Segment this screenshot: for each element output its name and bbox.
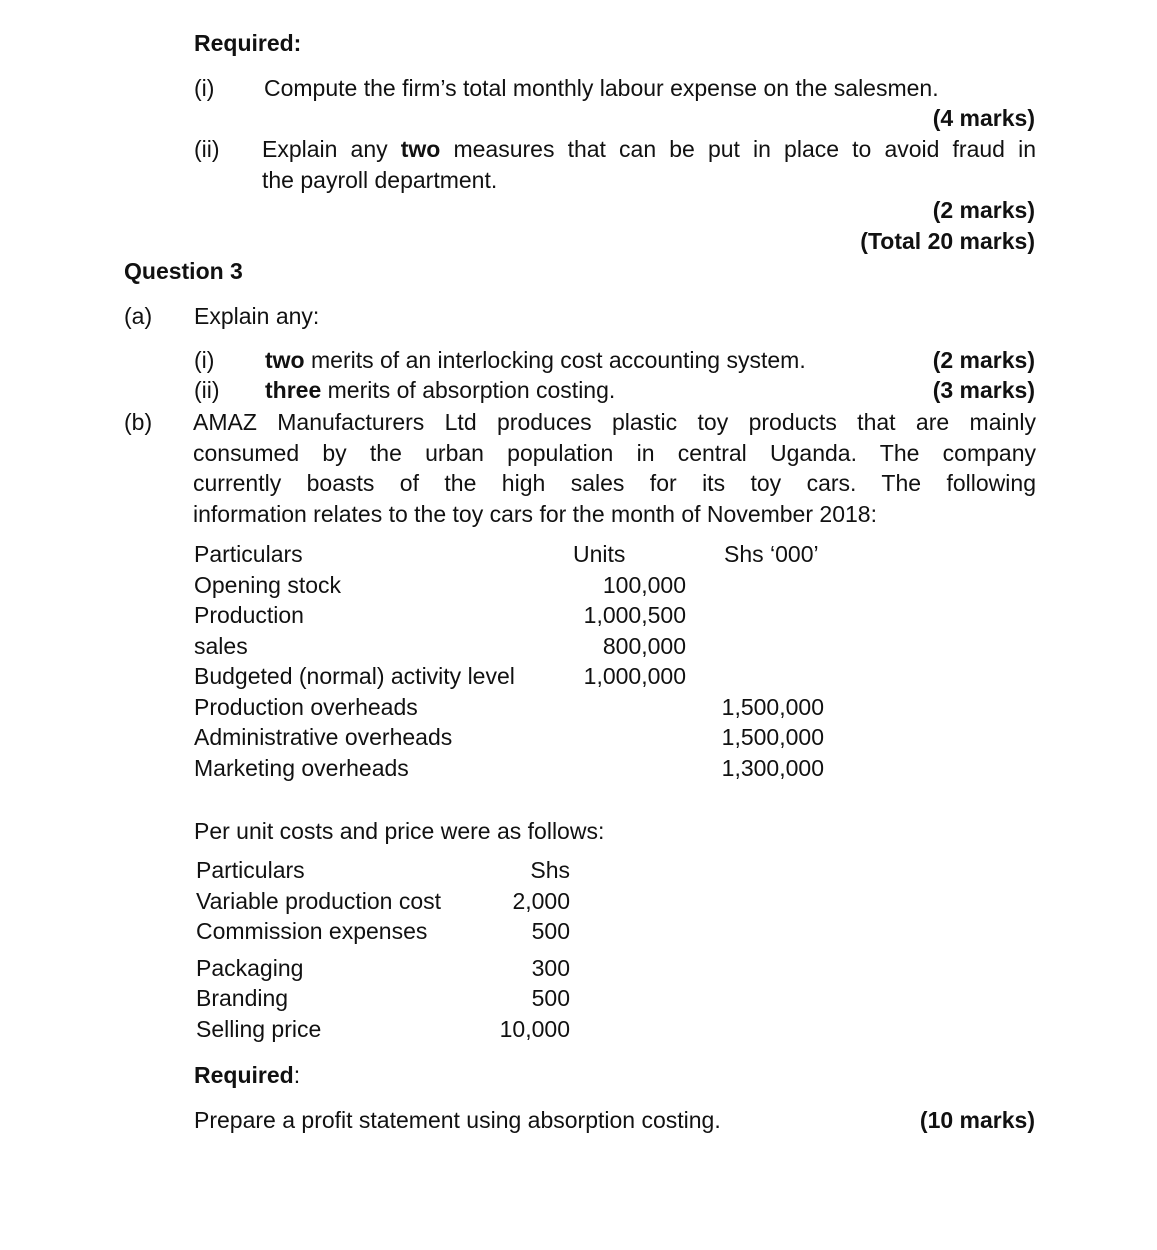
required-heading: Required: [194, 1062, 301, 1088]
row-label: Packaging [196, 954, 304, 981]
units-value: 800,000 [602, 632, 686, 659]
table-row [0, 983, 1157, 1014]
row-label: Opening stock [194, 571, 342, 598]
marks-label: (10 marks) [919, 1107, 1035, 1133]
item-text: Explain any two measures that can be put in place to avoid fraud in [262, 136, 1036, 162]
item-number: (i) [194, 347, 215, 373]
paragraph-line: consumed by the urban population in central Uganda. The company [193, 440, 1036, 466]
item-text: Compute the firm’s total monthly labour expense on the salesmen. [264, 75, 939, 101]
shs-value: 1,300,000 [721, 754, 824, 781]
row-label: Commission expenses [196, 918, 428, 944]
shs-value: 2,000 [512, 887, 570, 914]
per-unit-intro: Per unit costs and price were as follows: [194, 818, 605, 844]
marks-label: (3 marks) [932, 377, 1035, 403]
column-header: Units [573, 541, 626, 567]
paragraph-line: currently boasts of the high sales for its toy cars. The following [193, 470, 1036, 496]
unit-costs-table [0, 855, 1157, 1044]
row-label: Variable production cost [196, 887, 442, 914]
marks-label: (2 marks) [932, 197, 1035, 223]
table-row [0, 692, 1157, 723]
required-text: Prepare a profit statement using absorption costing. [194, 1107, 721, 1133]
table-row [0, 631, 1157, 662]
table-header-row [0, 539, 1157, 570]
column-header: Particulars [194, 541, 303, 567]
shs-value: 500 [531, 985, 570, 1011]
table-row [0, 570, 1157, 601]
table-row [0, 916, 1157, 947]
column-header: Shs ‘000’ [724, 541, 819, 567]
paragraph-line: information relates to the toy cars for the month of November 2018: [193, 501, 877, 527]
row-label: Production [194, 602, 304, 628]
part-label: (a) [124, 303, 153, 329]
total-marks-label: (Total 20 marks) [860, 228, 1035, 254]
table-row [0, 661, 1157, 692]
column-header: Particulars [196, 857, 305, 883]
row-label: Administrative overheads [194, 724, 453, 750]
item-number: (ii) [194, 377, 220, 403]
table-row [0, 600, 1157, 631]
item-number: (i) [194, 75, 215, 101]
row-label: Marketing overheads [194, 754, 409, 781]
part-intro: Explain any: [194, 303, 320, 329]
marks-label: (4 marks) [932, 105, 1035, 131]
table-row [0, 753, 1157, 784]
shs-value: 10,000 [499, 1015, 570, 1042]
item-text: three merits of absorption costing. [265, 377, 616, 403]
shs-value: 500 [531, 918, 570, 944]
row-label: Selling price [196, 1015, 322, 1042]
units-value: 1,000,500 [583, 602, 686, 628]
overheads-table [0, 539, 1157, 783]
row-label: sales [194, 632, 248, 659]
table-header-row [0, 855, 1157, 886]
row-label: Budgeted (normal) activity level [194, 663, 515, 689]
row-label: Production overheads [194, 693, 418, 720]
required-heading: Required: [194, 30, 302, 56]
shs-value: 300 [531, 954, 570, 981]
column-header: Shs [530, 857, 570, 883]
item-text: two merits of an interlocking cost accounting system. [265, 347, 806, 373]
units-value: 100,000 [602, 571, 686, 598]
table-row [0, 722, 1157, 753]
table-row [0, 886, 1157, 917]
part-label: (b) [124, 409, 153, 435]
item-number: (ii) [194, 136, 220, 162]
shs-value: 1,500,000 [721, 724, 824, 750]
units-value: 1,000,000 [583, 663, 686, 689]
paragraph-line: AMAZ Manufacturers Ltd produces plastic toy products that are mainly [193, 409, 1036, 435]
table-row [0, 1014, 1157, 1045]
table-row [0, 953, 1157, 984]
row-label: Branding [196, 985, 289, 1011]
question-title: Question 3 [124, 258, 243, 284]
item-text-line2: the payroll department. [262, 167, 498, 193]
shs-value: 1,500,000 [721, 693, 824, 720]
marks-label: (2 marks) [932, 347, 1035, 373]
